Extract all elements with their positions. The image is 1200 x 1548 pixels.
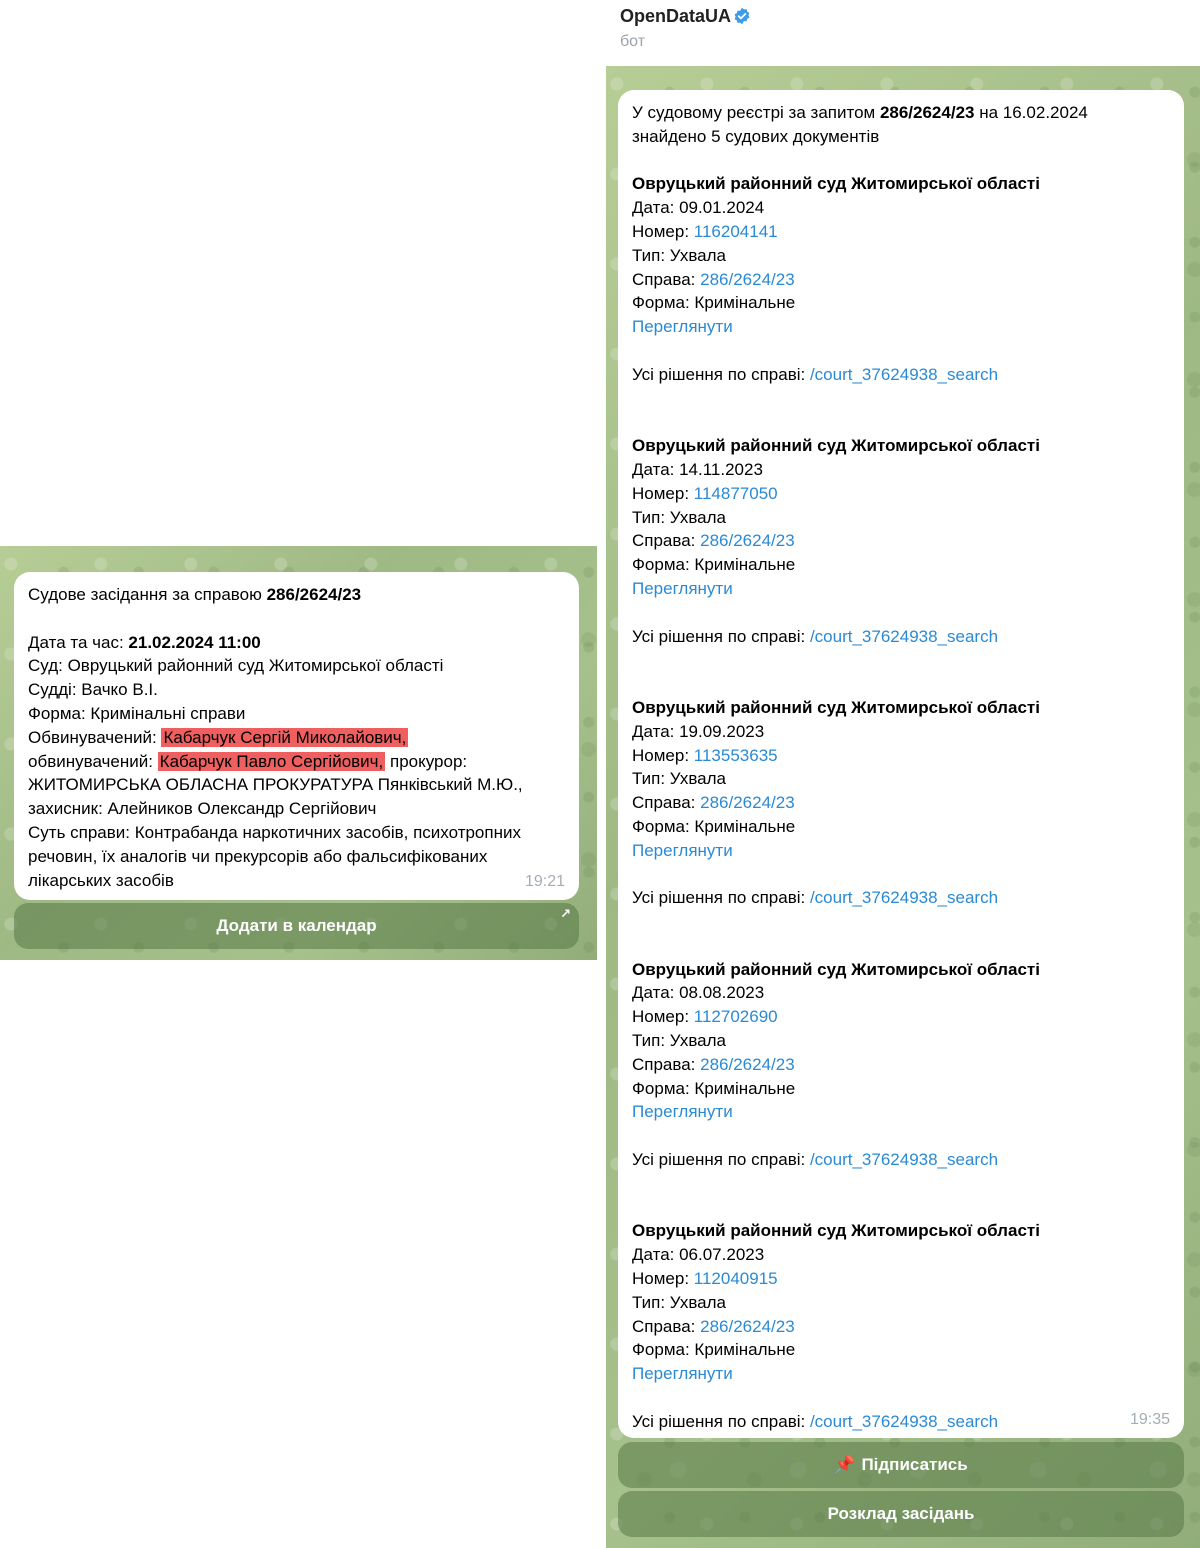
court-name: Овруцький районний суд Житомирської області [632,436,1040,456]
view-link-line [632,315,1170,339]
court-name: Овруцький районний суд Житомирської області [632,959,1040,979]
subscribe-button[interactable]: 📌 Підписатись [618,1442,1184,1488]
doc-date: Дата: 09.01.2024 [632,198,765,218]
court-line: Суд: Овруцький районний суд Житомирської області [28,656,444,676]
case-link[interactable]: 286/2624/23 [700,1054,795,1074]
intro-line: У судовому реєстрі за запитом 286/2624/23 на 16.02.2024 [632,103,1088,122]
doc-case: Справа: 286/2624/23 [632,269,795,289]
all-decisions-command[interactable]: /court_37624938_search [809,364,999,384]
case-link[interactable]: 286/2624/23 [700,1316,795,1336]
judges-line: Судді: Вачко В.І. [28,680,158,700]
court-name: Овруцький районний суд Житомирської області [632,1221,1040,1241]
all-decisions-line: Усі рішення по справі: /court_37624938_search [632,888,999,908]
all-decisions-line: Усі рішення по справі: /court_37624938_search [632,364,999,384]
doc-form: Форма: Кримінальне [632,1078,796,1098]
doc-case: Справа: 286/2624/23 [632,1054,795,1074]
view-link-line [632,577,1170,601]
doc-number-link[interactable]: 113553635 [693,745,778,765]
essence-line: лікарських засобів [28,870,174,890]
verified-badge-icon [733,7,751,25]
doc-number: Номер: 112702690 [632,1007,778,1027]
form-line: Форма: Кримінальні справи [28,703,246,723]
doc-case: Справа: 286/2624/23 [632,1316,795,1336]
query-number: 286/2624/23 [879,103,975,122]
case-link[interactable]: 286/2624/23 [700,531,795,551]
case-link[interactable]: 286/2624/23 [700,793,795,813]
datetime-value: 21.02.2024 11:00 [128,632,261,652]
view-link-line [632,1362,1170,1386]
hearing-schedule-button[interactable]: Розклад засідань [618,1491,1184,1537]
doc-form: Форма: Кримінальне [632,1340,796,1360]
doc-type: Тип: Ухвала [632,245,727,265]
court-name: Овруцький районний суд Житомирської області [632,174,1040,194]
document-entry [632,958,1170,1172]
bot-status: бот [620,33,646,50]
accused-line-1: Обвинувачений: Кабарчук Сергій Миколайович, [28,727,407,747]
all-decisions-line: Усі рішення по справі: /court_37624938_search [632,626,999,646]
prosecutor-line: ЖИТОМИРСЬКА ОБЛАСНА ПРОКУРАТУРА Пянківський М.Ю., [28,775,523,795]
view-link[interactable]: Переглянути [632,578,733,598]
view-link[interactable]: Переглянути [632,1102,733,1122]
doc-type: Тип: Ухвала [632,769,727,789]
doc-date: Дата: 06.07.2023 [632,1245,765,1265]
hearing-message-bubble [14,572,579,900]
view-link[interactable]: Переглянути [632,1364,733,1384]
intro-line-2: знайдено 5 судових документів [632,126,880,146]
court-name: Овруцький районний суд Житомирської області [632,697,1040,717]
doc-number-link[interactable]: 116204141 [693,221,778,241]
doc-number: Номер: 114877050 [632,483,778,503]
view-link[interactable]: Переглянути [632,317,733,337]
defender-line: захисник: Алейников Олександр Сергійович [28,799,377,819]
doc-number-link[interactable]: 112040915 [693,1269,778,1289]
doc-form: Форма: Кримінальне [632,293,796,313]
document-entry [632,696,1170,910]
document-entry [632,1219,1170,1433]
all-decisions-command[interactable]: /court_37624938_search [809,888,999,908]
external-link-icon: ↗ [560,906,571,921]
doc-date: Дата: 14.11.2023 [632,459,763,479]
all-decisions-command[interactable]: /court_37624938_search [809,626,999,646]
doc-date: Дата: 19.09.2023 [632,721,765,741]
doc-number: Номер: 116204141 [632,221,778,241]
view-link-line [632,1100,1170,1124]
message-time: 19:35 [1129,1411,1170,1429]
doc-case: Справа: 286/2624/23 [632,793,795,813]
doc-number-link[interactable]: 114877050 [693,483,778,503]
documents-list [632,172,1170,1433]
doc-number: Номер: 112040915 [632,1269,778,1289]
doc-case: Справа: 286/2624/23 [632,531,795,551]
doc-form: Форма: Кримінальне [632,816,796,836]
case-number: 286/2624/23 [266,585,362,604]
accused-line-2: обвинувачений: Кабарчук Павло Сергійович, прокурор: [28,751,468,771]
pin-icon: 📌 [834,1455,856,1474]
all-decisions-line: Усі рішення по справі: /court_37624938_search [632,1150,999,1170]
search-results-message-bubble [618,90,1184,1438]
highlighted-name: Кабарчук Павло Сергійович, [159,751,384,771]
all-decisions-command[interactable]: /court_37624938_search [809,1411,999,1431]
essence-line: речовин, їх аналогів чи прекурсорів або фальсифікованих [28,846,488,866]
all-decisions-command[interactable]: /court_37624938_search [809,1150,999,1170]
view-link-line [632,839,1170,863]
doc-form: Форма: Кримінальне [632,555,796,575]
doc-date: Дата: 08.08.2023 [632,983,765,1003]
case-link[interactable]: 286/2624/23 [700,269,795,289]
doc-number: Номер: 113553635 [632,745,778,765]
all-decisions-line: Усі рішення по справі: /court_37624938_search [632,1411,999,1431]
bot-name[interactable]: OpenDataUA [620,6,732,26]
message-title: Судове засідання за справою 286/2624/23 [28,585,362,604]
highlighted-name: Кабарчук Сергій Миколайович, [163,727,407,747]
add-to-calendar-button[interactable]: Додати в календар ↗ [14,903,579,949]
essence-line: Суть справи: Контрабанда наркотичних засобів, психотропних [28,822,521,842]
doc-type: Тип: Ухвала [632,507,727,527]
document-entry [632,434,1170,648]
doc-type: Тип: Ухвала [632,1292,727,1312]
datetime-line: Дата та час: 21.02.2024 11:00 [28,632,261,652]
document-entry [632,172,1170,386]
message-time: 19:21 [524,873,565,891]
view-link[interactable]: Переглянути [632,840,733,860]
doc-number-link[interactable]: 112702690 [693,1007,778,1027]
doc-type: Тип: Ухвала [632,1031,727,1051]
